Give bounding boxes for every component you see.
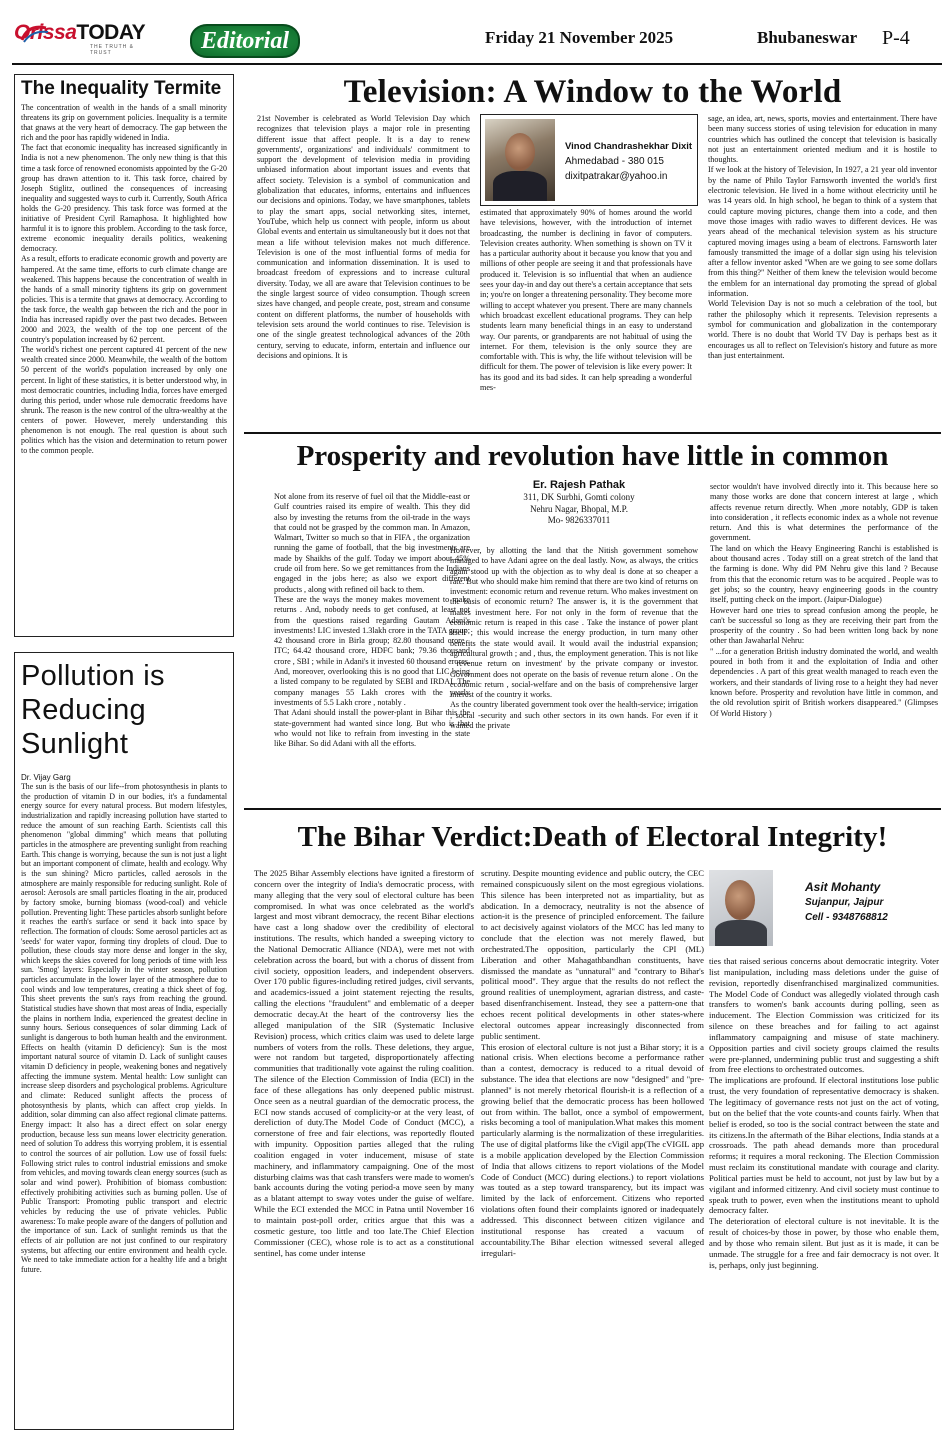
author-phone: Cell - 9348768812	[805, 912, 888, 923]
author-address-2: Nehru Nagar, Bhopal, M.P.	[530, 503, 628, 514]
article-bihar	[244, 818, 941, 1430]
paragraph-block: sage, an idea, art, news, sports, movies and entertainment. There have been many success stories of using television for education in many countries which has outlined the concept that television is basically not just an entertainment oriented medium and it is hostile to thoughts. If we look at the history of Television, In 1927, a 21 year old inventor by the name of Philo Taylor Farnsworth invented the world's first electronic television. He lived in a home without electricity until he was 14 years old. In high school, he began to think of a system that could capture moving pictures, change them into a code, and then move those images with radio waves to different devices. He was years ahead of the mechanical television system as his structure captured moving images using a beam of electrons. Farnsworth later famously transmitted the image of a dollar sign using his television after a fellow inventor asked "When are we going to see some dollars from this thing?" Neither of them knew the television would become the emblem for an international day promoting the spread of global information. World Television Day is not so much a celebration of the tool, but rather the philosophy which it represents. Television represents a symbol for communication and globalization in the contemporary world. There is no doubt that World TV Day is perhaps best as it encourages us all to reflect on Television's history and future as more than just entertainment.	[708, 114, 937, 360]
article-title: The Bihar Verdict:Death of Electoral Integrity!	[297, 821, 888, 853]
article-inequality	[14, 74, 234, 637]
paragraph: The fact that economic inequality has increased significantly in India is not a new phenomenon. The only new thing is that this time a task force of renowned economists appointed by the G-20 group has drawn attention to it. This task force, chaired by Joseph Stiglitz, outlined the consequences of increasing inequality and suggested ways to curb it. Currently, South Africa holds the G-20 presidency. This task force was formed at the initiative of President Cyril Ramaphosa. It highlighted how harmful it is to ignore this problem. According to the task force, extreme economic inequality derails politics, weakening democracy.	[21, 143, 227, 254]
newspaper-logo	[14, 22, 156, 58]
author-phone: Mo- 9826337011	[547, 515, 611, 525]
author-photo	[709, 870, 773, 946]
article-title: Prosperity and revolution have little in common	[296, 440, 889, 472]
article-column-2: estimated that approximately 90% of homes around the world have televisions, however, with the introduction of internet broadcasting, the number is declining in favor of computers. Television creates authority. When something is shown on TV it has a particular authority about it because you know that you and millions of other people are seeing it and that professionals have produced it. Television is so influential that when an audience sees your day-in and day out there's a certain acceptance that sets in; you're on longer a threatening personality. They become more willing to accept whatever you present. There are many channels which broadcast excellent educational programs. They can help students learn many beneficial things in an easy to understand way. Our parents, or grandparents are not habitual of using the internet. For them, television is the only source they are comfortable with. This is why, the life without television will be difficult for them. The power of television is like every power: It has its good and its bad sides. It can help spreading a wonderful mes-	[480, 208, 692, 393]
article-column-2: scrutiny. Despite mounting evidence and public outcry, the CEC remained conspicuously silent on the most egregious violations. This silence has been interpreted not as impartiality, but as abdication. In a democracy, neutrality is not the absence of action-it is the presence of principled enforcement. The failure to act decisively against violators of the MCC has led many to conclude that the election was not merely flawed, but orchestrated.The opposition, particularly the CPI (ML) Liberation and other Mahagathbandhan constituents, have dismissed the mandate as "unnatural" and "contrary to Bihar's political mood". They argue that the results do not reflect the ground realities of unemployment, agrarian distress, and caste-based disenfranchisement. Instead, they see a pattern-one that echoes recent political developments in other states-where electoral outcomes appear increasingly disconnected from public sentiment. This erosion of electoral culture is not just a Bihar story; it is a national crisis. When elections become a performance rather than a contest, democracy is reduced to a ritual devoid of substance. The idea that elections are now "designed" and "pre-planned" is not merely rhetorical flourish-it is a reflection of a growing belief that the democratic process has been hollowed out from within. The ballot, once a symbol of empowerment, risks becoming a tool of manipulation.What makes this moment particularly alarming is the normalization of these irregularities. The use of digital platforms like the cVigil app(The cVIGIL app is a mobile application developed by the Election Commission of India that allows citizens to report violations of the Model Code of Conduct (MCC) during elections.) to report violations was touted as a step toward transparency, but its impact was limited by the lack of enforcement. Citizens who reported violations often found their complaints ignored or inadequately addressed. This disconnect between citizen vigilance and institutional response has created a vacuum of accountability.The Bihar election witnessed several alleged irregulari-	[481, 868, 704, 1258]
article-title: Pollution is Reducing Sunlight	[21, 660, 165, 760]
author-info	[805, 880, 888, 925]
article-body: The sun is the basis of our life--from photosynthesis in plants to the production of vitamin D in our bodies, it's a fundamental energy source for every natural process. But modern lifestyles, industrialization and rapidly increasing pollution have started to reduce the amount of sun reaching Earth. Scientists call this phenomenon "global dimming" which means that polluting particles in the atmosphere are preventing sunlight from reaching Earth. This change is worrying, because the sun is not just a light but an important component of climate, health and ecology. Why is the sun shining? Micro particles, called aerosols in the atmosphere are mainly responsible for reducing sunlight. Role of aerosol: Aerosols are small particles floating in the air, produced by factory smoke, burning biomass (wood-coal) and vehicle pollution. Preventing light: These particles absorb sunlight before it reaches the earth's surface or send it back into space by reflection. The formation of clouds: Some aerosol particles act as 'seeds' for water vapor, forming tiny droplets of cloud. Due to pollution, these clouds stay more dense and longer in the sky, which keeps the skies covered for long periods of time with less sun. 'Smog' layers: Especially in the winter season, pollution particles accumulate in the lower layer of the atmosphere due to cool winds and low temperatures, creating a thick sheet of fog. This sheet prevents the sun's rays from reaching the ground. Statistical studies have shown that most areas of India, especially the plains in northern India, experienced the greatest decline in sunny hours. Serious consequences of solar dimming Lack of sunlight is dangerous to both human health and the environment. Effects on health (vitamin D deficiency): Sun is the most important natural source of vitamin D. Lack of sunlight causes vitamin D deficiency in people, weakening bones and negatively affecting the immune system. Mental health: Low sunlight can increase sleep disorders and psychological problems. Agriculture and climate: Reduced sunlight affects the process of photosynthesis by plants, which can affect crop yields. In addition, solar dimming can also affect regional climate patterns. Energy impact: It also has a direct effect on solar energy production, because less sun means lower electricity generation. need of solution To address this worrying problem, it is essential to control the sources of air pollution. Low use of fossil fuels: Following strict rules to control industrial emissions and smoke from vehicles, and moving towards clean energy sources (such as solar and wind power). Prohibition of biomass combustion: effectively prohibiting activities such as burning pollen. Use of Public Transport: Promoting public transport and electric vehicles by reducing the use of private vehicles. Public awareness: To make people aware of the dangers of pollution and the importance of sun. Lack of sunlight reminds us that the effects of air pollution are not just confined to our respiratory systems, but affecting our entire environment and health cycle. We need to take immediate action for a healthy life and a bright future.	[21, 782, 227, 1274]
author-city: Ahmedabad - 380 015	[565, 156, 664, 167]
logo-swoosh-icon	[20, 22, 50, 44]
article-prosperity	[244, 440, 941, 810]
logo-text-today: TODAY	[76, 21, 146, 44]
author-box	[709, 870, 939, 954]
author-email: dixitpatrakar@yahoo.in	[565, 171, 668, 182]
article-column-3: sector wouldn't have involved directly into it. This because here so many those works are done that concern interest at large , which affects revenue return directly. When ,more notably, GDP is taken into consideration , it reflects economic index as a whole not revenue return. And this is what determines the performance of the government. The land on which the Heavy Engineering Ranchi is established is about thousand acres . Today still on a great stretch of the land that the farming is done. Why did PM Nehru give this land ? Because from this that the economic return was to be acquired . People was to get jobs; so the country, heavy engineering goods in the country itself, putting check on the import. (Jaipur-Dialogue) However hard one tries to spread confusion among the people, he can't be successful so long as they are receiving their part from the prosperity of the country . So had been written long back by none other than Jawaharlal Nehru: " ...for a generation British industry dominated the world, and wealth poured in both from it and the exploitation of India and other dependencies . A part of this great wealth managed to reach even the workers, and their standards of living rose to a height they had never known before. Prosperity and revolution have little in common, and the old revolution spirit of British workers disappeared." (Glimpses Of World History )	[710, 482, 938, 718]
logo-text-orissa: Orissa	[14, 21, 77, 44]
author-name: Vinod Chandrashekhar Dixit	[565, 141, 693, 152]
article-television	[244, 74, 941, 434]
author-name: Er. Rajesh Pathak	[532, 479, 626, 491]
masthead	[0, 0, 945, 66]
article-column-3: ties that raised serious concerns about democratic integrity. Voter list manipulation, including mass deletions under the guise of revision, reportedly disenfranchised marginalized communities. The Model Code of Conduct was allegedly violated through cash transfers to women's bank accounts during polling, seen as inducement. The Election Commission was criticized for its silence on these breaches and for failing to act against inflammatory campaigning and misuse of state machinery. Opposition parties and civil society groups claimed the results were pre-planned, undermining public trust and suggesting a shift from free elections to orchestrated outcomes. The implications are profound. If electoral institutions lose public trust, the very foundation of representative democracy is shaken. The legitimacy of governance rests not just on the act of voting, but on the belief that the vote counts-and counts fairly. When that belief is eroded, so too is the social contract between the state and its citizens.In the aftermath of the Bihar elections, India stands at a crossroads. The path ahead demands more than procedural reforms; it requires a moral reckoning. The Election Commission must reclaim its constitutional mandate with courage and clarity. Political parties must be held to account, not just by law but by a vigilant and informed citizenry. And civil society must continue to speak truth to power, even when the institutions meant to uphold democracy falter. The deterioration of electoral culture is not inevitable. It is the result of choices-by those in power, by those who enable them, and by those who remain silent. But just as it is made, it can be unmade. The struggle for a free and fair democracy is not over. It is, perhaps, only just beginning.	[709, 956, 939, 1270]
article-title: The Inequality Termite	[21, 78, 222, 99]
author-box	[480, 114, 698, 206]
paragraph: As a result, efforts to eradicate economic growth and poverty are hampered. At the same time, efforts to curb climate change are weakened. This happens because the concentration of wealth in the hands of a small minority tightens its grip on government policies. This is a termite that gnaws at democracy. According to the task force, the wealth gap between the rich and the poor in India has increased rapidly over the past two decades. Between 2000 and 2023, the wealth of the top one percent of the country's population increased by 62 percent.	[21, 254, 227, 345]
author-address-1: 311, DK Surbhi, Gomti colony	[523, 492, 635, 502]
article-title: Television: A Window to the World	[343, 74, 842, 110]
article-column-2: However, by allotting the land that the Nitish government somehow managed to have Adani agree on the deal lastly. Now, as always, the critics again stood up with the objection as to why deal is done at so cheaper a rate. But who should make him remind that there are two kind of returns on investment: economic return and revenue return. Who makes investment on the basis of economic return? The answer is, it is the government that makes investment here. For not only in the form of revenue that the economic return is reaped in this case . Take the instance of power plant itself ; this would increase the energy production, in turn many other benefits the state would avail. It would avail the industrial expansion; agricultural growth ; and , thus, the employment generation. This is not like ' revenue return on investment' by the private company or investor. Government does not operate on the basis of revenue return alone . On the economic return , social-welfare and on the basis of comprehensive larger interest of the country it works. As the country liberated government took over the health-service; irrigation ; social -security and such other sectors in its own hands. For even if it wanted the private	[450, 546, 698, 731]
header-divider	[12, 63, 942, 65]
logo-tagline: THE TRUTH & TRUST	[90, 44, 134, 56]
paragraph: The concentration of wealth in the hands of a small minority threatens its grip on government policies. Inequality is a termite that gnaws at the very heart of democracy. The gap between the rich and the poor has rapidly widened in India.	[21, 103, 227, 143]
article-column-1: 21st November is celebrated as World Television Day which recognizes that television plays a major role in presenting different issue that affect people. It is a day to renew governments', organizations' and individuals' commitment to support the development of television media in providing unbiased information about important issues and events that affect society. Television is a symbol of communication and globalization that educates, informs, entertains and influences our decisions and opinions. Today, we have smartphones, tablets to play the smart apps, social networking sites, internet, YouTube, which help us connect with people, inform us about Global events and entertain us simultaneously but it does not that mean a life without television makes not much difference. Television is one of the most influential forms of media for communication and information dissemination. It is used to broadcast freedom of expressions and to increase cultural diversity. Today, we all are aware that Television continues to be the single largest source of video consumption. Though screen sizes have changed, and people create, post, stream and consume content on different platforms, the number of households with television sets around the world continues to rise. Television is one of the single greatest technological advances of the 20th century, serving to educate, inform, entertain and influence our decisions and opinions. It is	[257, 114, 470, 360]
author-box	[504, 478, 654, 527]
article-column-1: The 2025 Bihar Assembly elections have ignited a firestorm of concern over the integrity of India's democratic process, with many alleging that the very soul of electoral culture has been compromised. In what was once celebrated as the world's largest and most vibrant democracy, the recent Bihar elections have cast a long shadow over the credibility of electoral institutions. The results, which handed a sweeping victory to the National Democratic Alliance (NDA), were met not with celebration across the board, but with a chorus of dissent from civil society, opposition leaders, and independent observers. Over 170 public figures-including retired judges, civil servants, and academics-issued a joint statement rejecting the results, calling the elections "fraudulent" and emblematic of a deeper democratic decay.At the heart of the controversy lies the alleged manipulation of the SIR (Systematic Inclusive Revision) process, which critics claim was used to delete large numbers of voters from the rolls. These deletions, they argue, were not random but targeted, disproportionately affecting communities that traditionally vote against the ruling coalition. The silence of the Election Commission of India (ECI) in the face of these allegations has only deepened public mistrust. Once seen as a neutral guardian of the democratic process, the ECI now stands accused of complicity-or at the very least, of dereliction of duty.The Model Code of Conduct (MCC), a cornerstone of free and fair elections, was reportedly flouted with impunity. Opposition parties alleged that the ruling coalition engaged in voter inducement, misuse of state machinery, and inflammatory campaigning. One of the most disturbing claims was that cash transfers were made to women's bank accounts during the voting period-a move seen by many as a blatant attempt to sway votes under the guise of welfare. While the ECI extended the MCC in Patna until November 16 to maintain post-poll order, critics argue that this was a cosmetic gesture, too little and too late.The Chief Election Commissioner (CEC), whose role is to act as a constitutional sentinel, has come under intense	[254, 868, 474, 1258]
article-column-1: Not alone from its reserve of fuel oil that the Middle-east or Gulf countries raised its empire of wealth. This they did also by investing the returns from the oil-trade in the ways that could not be grasped by the common man. In Amazon, Walmart, Twitter so much so that in FIFA , the organization running the game of football, that the big investments are made by Shaikhs of the gulf. Today we import about 45% crude oil from here. So we get remittances from the Indians engaged in the jobs here; as also we export different products , along with refined oil back to them. These are the ways the money makes movement to make returns . And, nobody needs to get confused, at least not from the questions raised regarding Gautam Adani's investments! LIC invested 1.3lakh crore in the TATA group; 42 thousand crore in Birla group; 82.80 thousand crore , ITC; 64.42 thousand crore, HDFC bank; 79.36 thousand crore , SBI ; while in Adani's it invested 60 thousand crores. And, moreover, overlooking this is no good that LIC being a listed company to be regulated by SEBI and IRDAI. The company manages 55 Lakh crores with the yearly investments of 5.5 Lakh crore , notably . That Adani should install the power-plant in Bihar this the state-government had wanted since long. But who is that who would not like to refrain from investing in the state like Bihar. So did Adani with all the efforts.	[274, 492, 470, 749]
page-number: P-4	[882, 27, 910, 49]
author-info	[565, 139, 692, 184]
author-city: Sujanpur, Jajpur	[805, 897, 884, 908]
article-column-3	[708, 114, 937, 361]
header-city: Bhubaneswar	[757, 28, 858, 47]
article-body	[15, 102, 233, 456]
author-name: Asit Mohanty	[805, 880, 881, 894]
header-date: Friday 21 November 2025	[485, 28, 674, 47]
article-pollution	[14, 652, 234, 1430]
section-badge: Editorial	[190, 24, 300, 58]
paragraph: The world's richest one percent captured 41 percent of the new wealth created since 2000. Meanwhile, the wealth of the bottom 50 percent of the world's population increased by only one percent. In light of these statistics, it is better understood why, in most democratic countries, including India, forces have emerged during this period, under whose rule democratic freedoms have shrunk. The reason is the new control of the ultra-wealthy at the centers of power. However, merely understanding this phenomenon is not enough. The real question is about such politics which has the vision and determination to return power to the common people.	[21, 345, 227, 456]
article-byline: Dr. Vijay Garg	[21, 773, 71, 782]
author-photo	[485, 119, 555, 201]
